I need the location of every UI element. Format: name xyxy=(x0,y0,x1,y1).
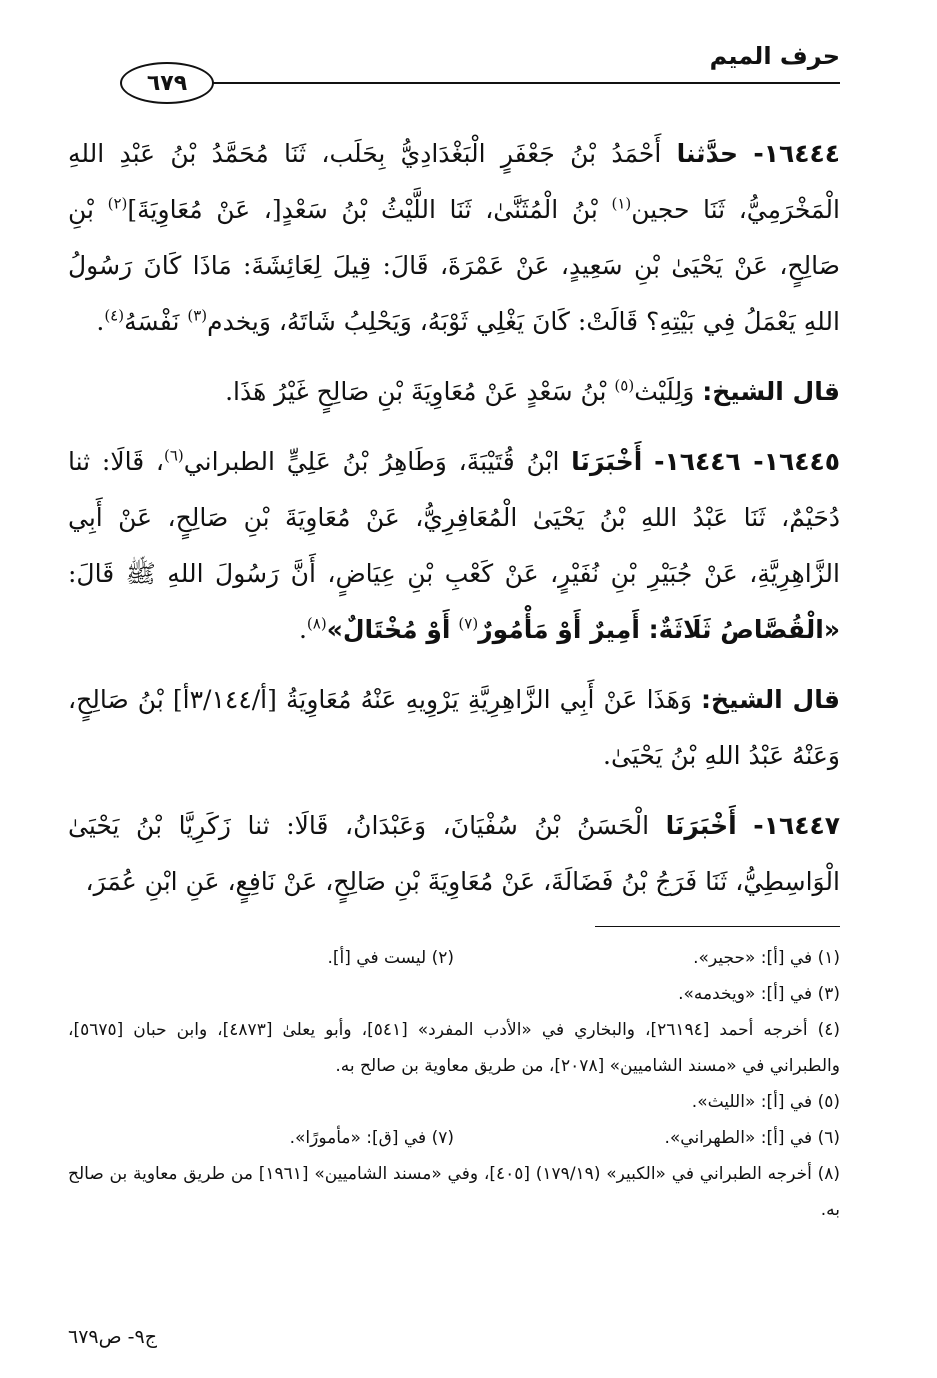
comment-text: بْنُ سَعْدٍ عَنْ مُعَاوِيَةَ بْنِ صَالِحٍ غَيْرُ هَذَا. xyxy=(225,377,607,406)
sheikh-comment xyxy=(68,364,840,420)
footnote-3: (٣) في [أ]: «ويخدمه». xyxy=(678,984,840,1004)
footnote-separator xyxy=(595,926,840,927)
footnote-ref: (٧) xyxy=(458,614,479,633)
footnote-ref: (٣) xyxy=(187,306,208,325)
comment-lead: قال الشيخ: xyxy=(701,685,840,714)
footnote-8: (٨) أخرجه الطبراني في «الكبير» (١٧٩/١٩) [٤٠٥]، وفي «مسند الشاميين» [١٩٦١] من طريق معاوية بن صالح به. xyxy=(68,1164,840,1220)
header-rule xyxy=(200,82,840,84)
page-number: ٦٧٩ xyxy=(120,62,214,104)
footnotes xyxy=(68,940,840,1228)
comment-text: وَلِلَيْث xyxy=(634,377,695,406)
comment-lead: قال الشيخ: xyxy=(702,377,840,406)
hadith-16447 xyxy=(68,798,840,910)
hadith-text: . xyxy=(298,615,307,644)
footnote-row xyxy=(68,940,840,976)
hadith-text: أَحْمَدُ بْنُ جَعْفَرٍ الْبَغْدَادِيُّ بِحَلَب، ثَنَا مُحَمَّدُ بْنُ عَبْدِ اللهِ الْمَخْرَمِيُّ، ثَنَا حجين xyxy=(68,139,840,224)
footnote-ref: (٨) xyxy=(306,614,327,633)
hadith-text: بْنِ صَالِحٍ، عَنْ يَحْيَىٰ بْنِ سَعِيدٍ، عَنْ عَمْرَةَ، قَالَ: قِيلَ لِعَائِشَةَ: مَاذَا كَانَ رَسُولُ اللهِ يَعْمَلُ فِي بَيْتِهِ؟ قَالَتْ: كَانَ يَغْلِي ثَوْبَهُ، وَيَحْلِبُ شَاتَهُ، وَيخدم xyxy=(68,195,840,336)
page-header xyxy=(70,38,840,98)
narration-lead: أَخْبَرَنَا xyxy=(571,447,643,476)
hadith-16444 xyxy=(68,126,840,350)
hadith-text: بْنُ الْمُثَنَّىٰ، ثَنَا اللَّيْثُ بْنُ سَعْدٍ[، عَنْ مُعَاوِيَةَ] xyxy=(127,195,598,224)
page-footer: ج٩- ص٦٧٩ xyxy=(68,1326,157,1348)
footnote-row xyxy=(68,1120,840,1156)
hadith-quote: أَوْ مُخْتَالٌ» xyxy=(326,615,451,644)
footnote-7: (٧) في [ق]: «مأمورًا». xyxy=(289,1128,454,1148)
footnote-ref: (٥) xyxy=(614,376,635,395)
hadith-text: نَفْسَهُ xyxy=(124,307,180,336)
hadith-16445-16446 xyxy=(68,434,840,658)
chapter-title: حرف الميم xyxy=(709,42,840,70)
footnote-ref: (٤) xyxy=(104,306,125,325)
footnote-1: (١) في [أ]: «حجير». xyxy=(693,948,840,968)
footnote-ref: (٢) xyxy=(107,194,128,213)
hadith-number: ١٦٤٤٥- ١٦٤٤٦- xyxy=(654,447,840,476)
narration-lead: أَخْبَرَنَا xyxy=(665,811,737,840)
hadith-quote: «الْقُصَّاصُ ثَلَاثَةٌ: أَمِيرٌ أَوْ مَأْمُورٌ xyxy=(478,615,840,644)
hadith-text: الْحَسَنُ بْنُ سُفْيَانَ، وَعَبْدَانُ، قَالَا: ثنا زَكَرِيَّا بْنُ يَحْيَىٰ الْوَاسِطِيُّ، ثَنَا فَرَجُ بْنُ فَضَالَةَ، عَنْ مُعَاوِيَةَ بْنِ صَالِحٍ، عَنْ نَافِعٍ، عَنِ ابْنِ عُمَرَ، xyxy=(68,811,840,896)
sheikh-comment xyxy=(68,672,840,784)
hadith-text: ابْنُ قُتَيْبَةَ، وَطَاهِرُ بْنُ عَلِيٍّ الطبراني xyxy=(183,447,560,476)
footnote-ref: (١) xyxy=(611,194,632,213)
hadith-number: ١٦٤٤٤- xyxy=(753,139,841,168)
footnote-5: (٥) في [أ]: «الليث». xyxy=(691,1092,840,1112)
footnote-ref: (٦) xyxy=(164,446,184,465)
comment-text: وَهَذَا عَنْ أَبِي الزَّاهِرِيَّةِ يَرْوِيهِ عَنْهُ مُعَاوِيَةُ [أ/٣/١٤٤أ] بْنُ صَالِحٍ، وَعَنْهُ عَبْدُ اللهِ بْنُ يَحْيَىٰ. xyxy=(68,685,840,770)
footnote-2: (٢) ليست في [أ]. xyxy=(327,948,454,968)
footnote-4: (٤) أخرجه أحمد [٢٦١٩٤]، والبخاري في «الأدب المفرد» [٥٤١]، وأبو يعلىٰ [٤٨٧٣]، وابن حبان [٥٦٧٥]، والطبراني في «مسند الشاميين» [٢٠٧٨]، من طريق معاوية بن صالح به. xyxy=(68,1020,841,1076)
hadith-text: ، قَالَا: ثنا دُحَيْمٌ، ثَنَا عَبْدُ اللهِ بْنُ يَحْيَىٰ الْمُعَافِرِيُّ، عَنْ مُعَاوِيَةَ بْنِ صَالِحٍ، عَنْ أَبِي الزَّاهِرِيَّةِ، عَنْ جُبَيْرِ بْنِ نُفَيْرٍ، عَنْ كَعْبِ بْنِ عِيَاضٍ، أَنَّ رَسُولَ اللهِ ﷺ قَالَ: xyxy=(68,447,840,588)
footnote-6: (٦) في [أ]: «الطهراني». xyxy=(664,1128,840,1148)
hadith-text: . xyxy=(96,307,105,336)
hadith-number: ١٦٤٤٧- xyxy=(753,811,840,840)
narration-lead: حدَّثنا xyxy=(676,139,739,168)
main-text xyxy=(68,126,840,924)
